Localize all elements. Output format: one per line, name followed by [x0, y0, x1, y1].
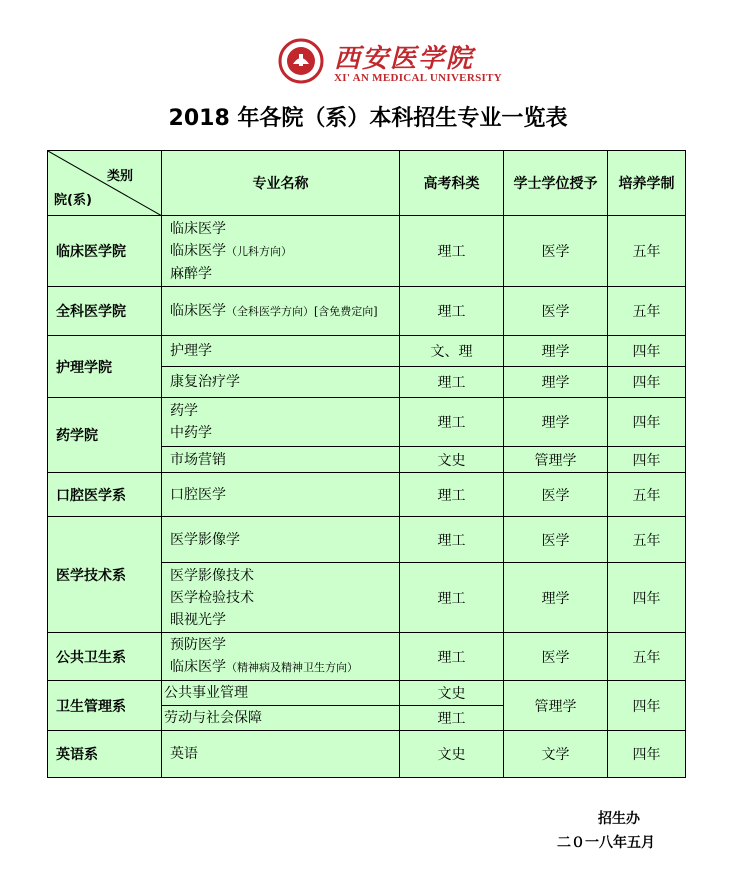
- table-row: [48, 517, 686, 563]
- table-row: [48, 681, 686, 706]
- exam-cell: 文史: [400, 681, 504, 706]
- major-cell: [162, 633, 400, 681]
- table-row: [48, 336, 686, 367]
- exam-cell: 理工: [400, 706, 504, 731]
- degree-cell: 医学: [504, 633, 608, 681]
- duration-cell: 四年: [608, 681, 686, 731]
- duration-cell: 四年: [608, 367, 686, 398]
- exam-cell: 理工: [400, 398, 504, 447]
- header-degree: 学士学位授予: [504, 151, 608, 216]
- major-cell: [162, 563, 400, 633]
- duration-cell: 五年: [608, 633, 686, 681]
- table-row: [48, 287, 686, 336]
- degree-cell: 医学: [504, 216, 608, 287]
- header-dept-label: 院(系): [54, 193, 92, 208]
- exam-cell: 理工: [400, 563, 504, 633]
- dept-cell: 口腔医学系: [48, 473, 162, 517]
- header-major: 专业名称: [162, 151, 400, 216]
- degree-cell: 理学: [504, 367, 608, 398]
- major-cell: 英语: [162, 731, 400, 778]
- exam-cell: 文史: [400, 731, 504, 778]
- exam-cell: 理工: [400, 517, 504, 563]
- major-cell: 劳动与社会保障: [162, 706, 400, 731]
- table-row: [48, 731, 686, 778]
- degree-cell: 医学: [504, 473, 608, 517]
- major-name: 临床医学（儿科方向）: [170, 242, 292, 259]
- footer-date: 二０一八年五月: [557, 835, 655, 851]
- header-exam: 高考科类: [400, 151, 504, 216]
- duration-cell: 四年: [608, 447, 686, 473]
- duration-cell: 五年: [608, 473, 686, 517]
- major-name: 预防医学: [170, 637, 226, 653]
- degree-cell: 理学: [504, 336, 608, 367]
- major-name: 药学: [170, 403, 198, 419]
- table-row: [48, 216, 686, 287]
- logo-english-name: XI' AN MEDICAL UNIVERSITY: [334, 72, 502, 84]
- dept-cell: 英语系: [48, 731, 162, 778]
- major-cell: 市场营销: [162, 447, 400, 473]
- degree-cell: 管理学: [504, 447, 608, 473]
- table-row: [48, 473, 686, 517]
- university-emblem-icon: [278, 38, 324, 84]
- dept-cell: 卫生管理系: [48, 681, 162, 731]
- major-cell: 康复治疗学: [162, 367, 400, 398]
- logo-chinese-name: 西安医学院: [334, 44, 475, 74]
- major-name: 眼视光学: [170, 611, 226, 628]
- major-cell: [162, 216, 400, 287]
- major-name: 麻醉学: [170, 265, 212, 282]
- footer-office: 招生办: [598, 811, 640, 827]
- dept-cell: 全科医学院: [48, 287, 162, 336]
- table-header-row: [48, 151, 686, 216]
- major-cell: 公共事业管理: [162, 681, 400, 706]
- degree-cell: 理学: [504, 398, 608, 447]
- duration-cell: 四年: [608, 398, 686, 447]
- major-name: 中药学: [170, 425, 212, 441]
- major-cell: 临床医学（全科医学方向）[含免费定向]: [162, 287, 400, 336]
- header-duration: 培养学制: [608, 151, 686, 216]
- dept-cell: 护理学院: [48, 336, 162, 398]
- exam-cell: 理工: [400, 216, 504, 287]
- degree-cell: 文学: [504, 731, 608, 778]
- page-title: 2018 年各院（系）本科招生专业一览表: [168, 106, 568, 131]
- university-logo: [278, 36, 502, 90]
- duration-cell: 五年: [608, 287, 686, 336]
- exam-cell: 理工: [400, 473, 504, 517]
- major-cell: 护理学: [162, 336, 400, 367]
- dept-cell: 公共卫生系: [48, 633, 162, 681]
- exam-cell: 理工: [400, 367, 504, 398]
- degree-cell: 理学: [504, 563, 608, 633]
- exam-cell: 理工: [400, 287, 504, 336]
- major-name: 临床医学: [170, 220, 226, 237]
- duration-cell: 四年: [608, 731, 686, 778]
- dept-cell: 临床医学院: [48, 216, 162, 287]
- major-name: 临床医学（精神病及精神卫生方向）: [170, 659, 358, 675]
- exam-cell: 文史: [400, 447, 504, 473]
- major-cell: [162, 398, 400, 447]
- duration-cell: 四年: [608, 336, 686, 367]
- table-row: [48, 398, 686, 447]
- dept-cell: 医学技术系: [48, 517, 162, 633]
- major-name: 医学检验技术: [170, 589, 254, 606]
- exam-cell: 理工: [400, 633, 504, 681]
- degree-cell: 管理学: [504, 681, 608, 731]
- duration-cell: 五年: [608, 517, 686, 563]
- majors-table: [47, 150, 686, 778]
- major-name: 医学影像技术: [170, 567, 254, 584]
- degree-cell: 医学: [504, 287, 608, 336]
- table-row: [48, 633, 686, 681]
- degree-cell: 医学: [504, 517, 608, 563]
- header-diagonal-cell: [48, 151, 162, 216]
- dept-cell: 药学院: [48, 398, 162, 473]
- header-category-label: 类别: [106, 169, 133, 184]
- exam-cell: 文、理: [400, 336, 504, 367]
- major-cell: 口腔医学: [162, 473, 400, 517]
- major-cell: 医学影像学: [162, 517, 400, 563]
- duration-cell: 五年: [608, 216, 686, 287]
- duration-cell: 四年: [608, 563, 686, 633]
